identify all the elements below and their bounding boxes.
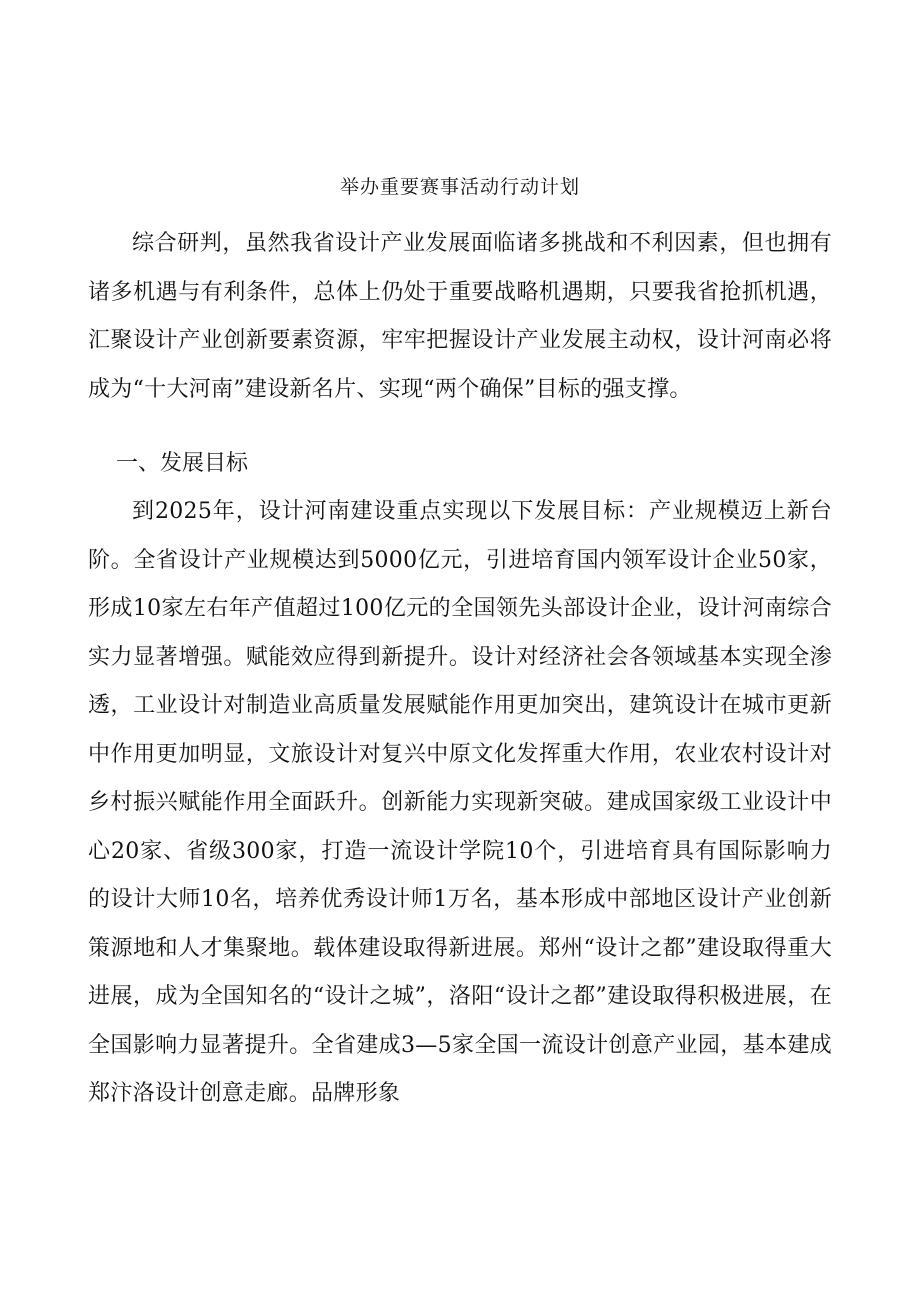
intro-paragraph: 综合研判，虽然我省设计产业发展面临诸多挑战和不利因素，但也拥有诸多机遇与有利条件，总体上仍处于重要战略机遇期，只要我省抢抓机遇，汇聚设计产业创新要素资源，牢牢把握设计产业发展主动权，设计河南必将成为“十大河南”建设新名片、实现“两个确保”目标的强支撑。 [88, 231, 832, 402]
section-heading: 一、发展目标 [116, 451, 249, 476]
goals-paragraph: 到2025年，设计河南建设重点实现以下发展目标：产业规模迈上新台阶。全省设计产业规模达到5000亿元，引进培育国内领军设计企业50家，形成10家左右年产值超过100亿元的全国领先头部设计企业，设计河南综合实力显著增强。赋能效应得到新提升。设计对经济社会各领域基本实现全渗透，工业设计对制造业高质量发展赋能作用更加突出，建筑设计在城市更新中作用更加明显，文旅设计对复兴中原文化发挥重大作用，农业农村设计对乡村振兴赋能作用全面跃升。创新能力实现新突破。建成国家级工业设计中心20家、省级300家，打造一流设计学院10个，引进培育具有国际影响力的设计大师10名，培养优秀设计师1万名，基本形成中部地区设计产业创新策源地和人才集聚地。载体建设取得新进展。郑州“设计之都”建设取得重大进展，成为全国知名的“设计之城”，洛阳“设计之都”建设取得积极进展，在全国影响力显著提升。全省建成3—5家全国一流设计创意产业园，基本建成郑汴洛设计创意走廊。品牌形象 [88, 499, 832, 1106]
document-title: 举办重要赛事活动行动计划 [339, 176, 580, 198]
